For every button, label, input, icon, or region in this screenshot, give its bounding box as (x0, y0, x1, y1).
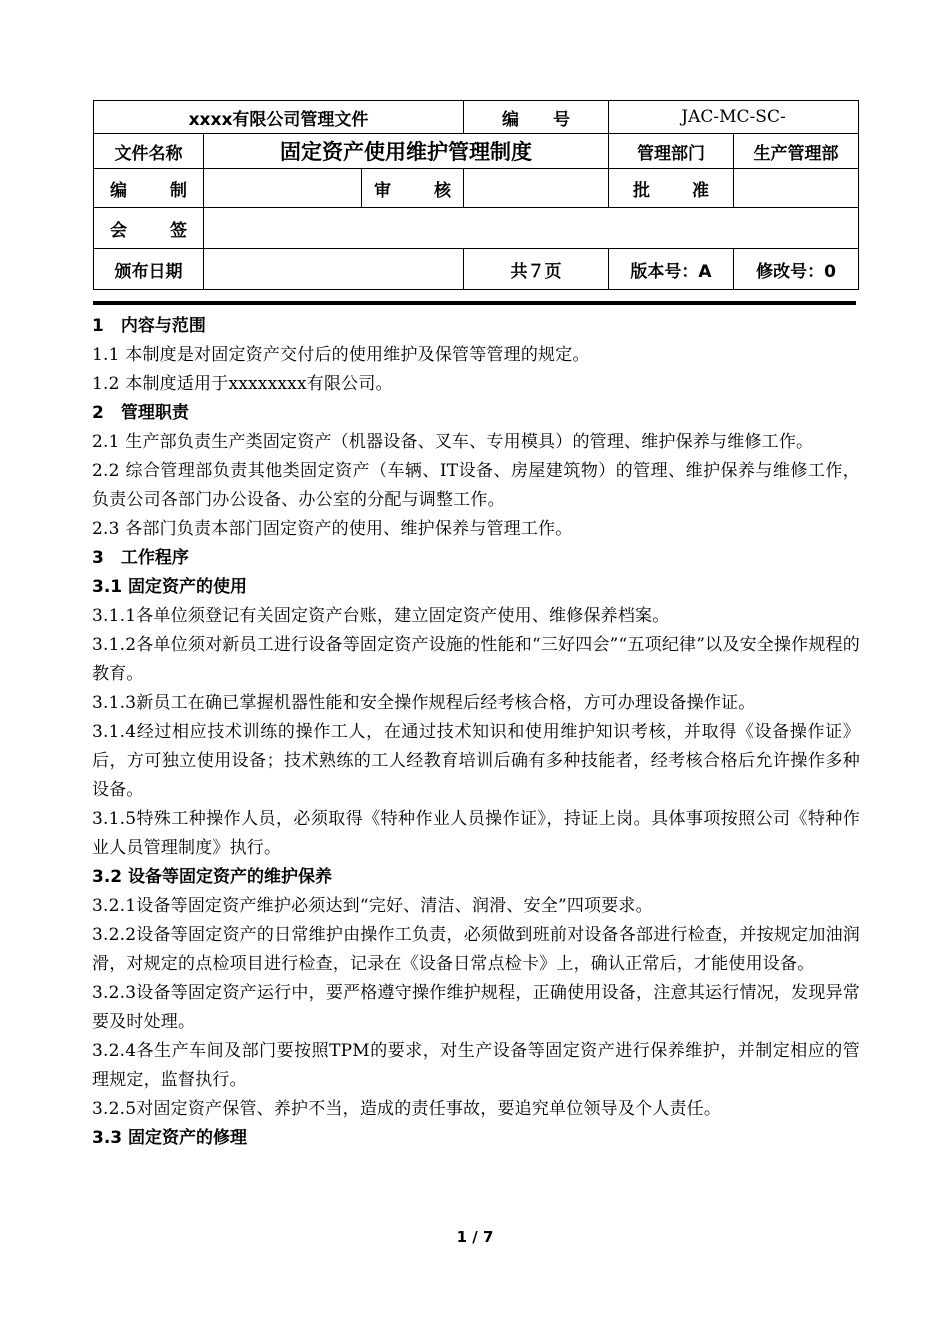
approve-label-1: 批 (633, 180, 650, 201)
header-row-5 (94, 249, 859, 290)
header-row-2 (94, 134, 859, 169)
revision-number: 修改号：0 (734, 249, 859, 290)
paragraph: 2.3 各部门负责本部门固定资产的使用、维护保养与管理工作。 (92, 519, 573, 539)
date-label: 颁布日期 (94, 249, 204, 290)
version-number: 版本号：A (609, 249, 734, 290)
countersign-label-2: 签 (170, 220, 187, 241)
paragraph: 3.1.3新员工在确已掌握机器性能和安全操作规程后经考核合格，方可办理设备操作证。 (92, 693, 756, 713)
section-heading: 3 工作程序 (92, 548, 189, 568)
paragraph: 3.2.1设备等固定资产维护必须达到“完好、清洁、润滑、安全”四项要求。 (92, 896, 653, 916)
review-label-2: 核 (434, 180, 451, 201)
paragraph: 3.2.4各生产车间及部门要按照TPM的要求，对生产设备等固定资产进行保养维护，并制定相应的管理规定，监督执行。 (92, 1041, 860, 1090)
compile-label-2: 制 (170, 180, 187, 201)
review-label-1: 审 (374, 180, 391, 201)
filename-label: 文件名称 (94, 134, 204, 169)
dept-value: 生产管理部 (734, 134, 859, 169)
section-heading: 3.1 固定资产的使用 (92, 577, 248, 597)
paragraph: 1.2 本制度适用于xxxxxxxx有限公司。 (92, 374, 393, 394)
paragraph: 2.1 生产部负责生产类固定资产（机器设备、叉车、专用模具）的管理、维护保养与维修工作。 (92, 432, 814, 452)
section-heading: 3.2 设备等固定资产的维护保养 (92, 867, 333, 887)
filename-value: 固定资产使用维护管理制度 (204, 134, 609, 169)
review-label (362, 169, 464, 208)
countersign-label (94, 208, 204, 249)
document-header-table (93, 100, 859, 290)
approve-label (609, 169, 734, 208)
section-heading: 2 管理职责 (92, 403, 189, 423)
document-body (92, 312, 860, 1153)
countersign-label-1: 会 (110, 220, 127, 241)
pages-count: 共７页 (464, 249, 609, 290)
number-label: 编 号 (464, 101, 609, 134)
paragraph: 2.2 综合管理部负责其他类固定资产（车辆、IT设备、房屋建筑物）的管理、维护保养与维修工作，负责公司各部门办公设备、办公室的分配与调整工作。 (92, 461, 860, 510)
date-value (204, 249, 464, 290)
header-row-3 (94, 169, 859, 208)
paragraph: 3.2.2设备等固定资产的日常维护由操作工负责，必须做到班前对设备各部进行检查，并按规定加油润滑，对规定的点检项目进行检查，记录在《设备日常点检卡》上，确认正常后，才能使用设备。 (92, 925, 860, 974)
approve-value (734, 169, 859, 208)
paragraph: 3.2.5对固定资产保管、养护不当，造成的责任事故，要追究单位领导及个人责任。 (92, 1099, 722, 1119)
paragraph: 1.1 本制度是对固定资产交付后的使用维护及保管等管理的规定。 (92, 345, 590, 365)
compile-label-1: 编 (110, 180, 127, 201)
dept-label: 管理部门 (609, 134, 734, 169)
paragraph: 3.1.4经过相应技术训练的操作工人，在通过技术知识和使用维护知识考核，并取得《设备操作证》后，方可独立使用设备；技术熟练的工人经教育培训后确有多种技能者，经考核合格后允许操作多种设备。 (92, 722, 860, 800)
header-divider (93, 301, 856, 305)
section-heading: 3.3 固定资产的修理 (92, 1128, 248, 1148)
paragraph: 3.1.1各单位须登记有关固定资产台账，建立固定资产使用、维修保养档案。 (92, 606, 670, 626)
company-doc: xxxx有限公司管理文件 (94, 101, 464, 134)
compile-value (204, 169, 362, 208)
compile-label (94, 169, 204, 208)
paragraph: 3.2.3设备等固定资产运行中，要严格遵守操作维护规程，正确使用设备，注意其运行情况，发现异常要及时处理。 (92, 983, 860, 1032)
page-number: 1 / 7 (456, 1228, 494, 1246)
countersign-value (204, 208, 859, 249)
header-row-4 (94, 208, 859, 249)
paragraph: 3.1.2各单位须对新员工进行设备等固定资产设施的性能和“三好四会”“五项纪律”以及安全操作规程的教育。 (92, 635, 860, 684)
section-heading: 1 内容与范围 (92, 316, 206, 336)
review-value (464, 169, 609, 208)
approve-label-2: 准 (692, 180, 709, 201)
paragraph: 3.1.5特殊工种操作人员，必须取得《特种作业人员操作证》，持证上岗。具体事项按照公司《特种作业人员管理制度》执行。 (92, 809, 860, 858)
number-value: JAC-MC-SC- (609, 101, 859, 134)
header-row-1 (94, 101, 859, 134)
